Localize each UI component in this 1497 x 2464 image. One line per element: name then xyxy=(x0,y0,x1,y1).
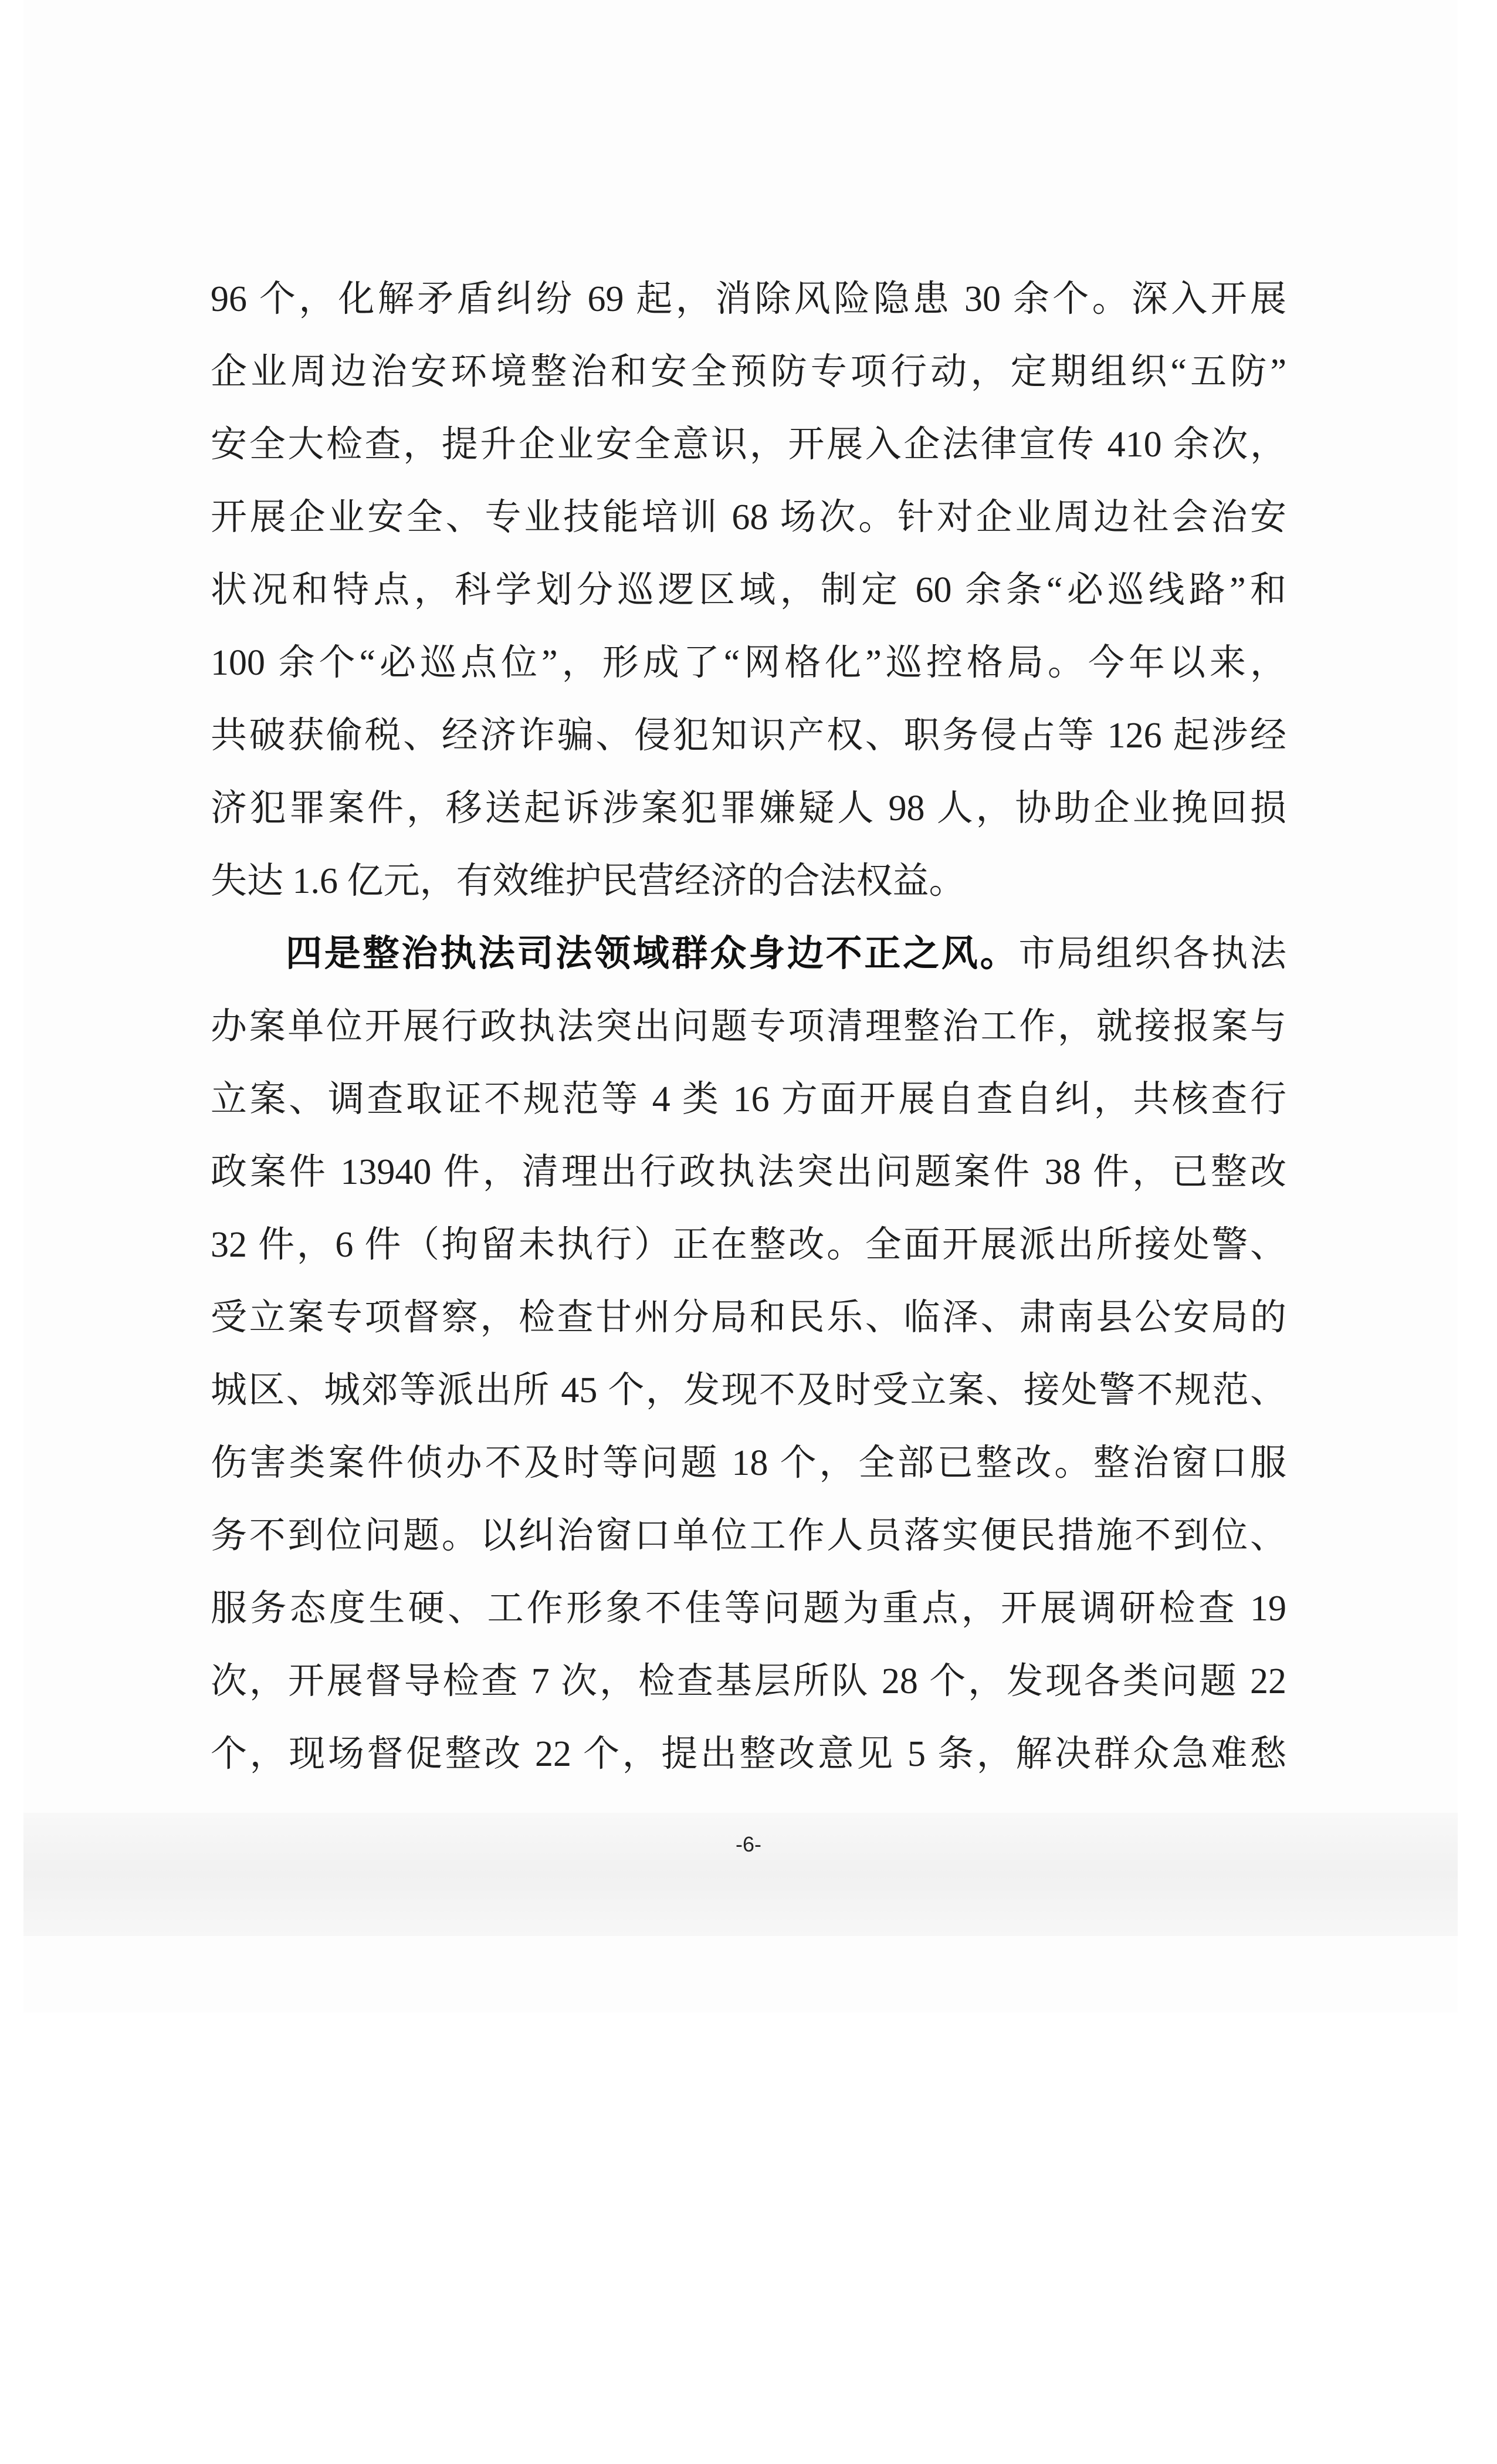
text-line: 次，开展督导检查 7 次，检查基层所队 28 个，发现各类问题 22 xyxy=(211,1661,1286,1701)
text-line: 服务态度生硬、工作形象不佳等问题为重点，开展调研检查 19 xyxy=(211,1589,1286,1629)
text-line: 务不到位问题。以纠治窗口单位工作人员落实便民措施不到位、 xyxy=(211,1516,1286,1556)
text-line: 32 件，6 件（拘留未执行）正在整改。全面开展派出所接处警、 xyxy=(211,1225,1286,1265)
paragraph-heading: 四是整治执法司法领域群众身边不正之风。 xyxy=(286,934,1019,974)
paragraph-1 xyxy=(211,263,1286,918)
text-line: 个，现场督促整改 22 个，提出整改意见 5 条，解决群众急难愁 xyxy=(211,1734,1286,1774)
paragraph-2 xyxy=(211,918,1286,1791)
text-line: 共破获偷税、经济诈骗、侵犯知识产权、职务侵占等 126 起涉经 xyxy=(211,716,1286,756)
text-line: 立案、调查取证不规范等 4 类 16 方面开展自查自纠，共核查行 xyxy=(211,1079,1286,1119)
text-line: 城区、城郊等派出所 45 个，发现不及时受立案、接处警不规范、 xyxy=(211,1370,1286,1410)
page-number: -6- xyxy=(736,1832,761,1856)
text-line: 状况和特点，科学划分巡逻区域，制定 60 余条“必巡线路”和 xyxy=(211,570,1286,610)
text-line: 96 个，化解矛盾纠纷 69 起，消除风险隐患 30 余个。深入开展 xyxy=(211,279,1286,319)
text-line: 开展企业安全、专业技能培训 68 场次。针对企业周边社会治安 xyxy=(211,497,1286,537)
text-line: 安全大检查，提升企业安全意识，开展入企法律宣传 410 余次， xyxy=(211,425,1286,465)
body-text xyxy=(211,263,1286,1791)
text-line: 伤害类案件侦办不及时等问题 18 个，全部已整改。整治窗口服 xyxy=(211,1443,1286,1483)
text-line: 受立案专项督察，检查甘州分局和民乐、临泽、肃南县公安局的 xyxy=(211,1298,1286,1338)
text-line: 政案件 13940 件，清理出行政执法突出问题案件 38 件，已整改 xyxy=(211,1152,1286,1192)
text-line: 企业周边治安环境整治和安全预防专项行动，定期组织“五防” xyxy=(211,352,1286,392)
text-line-segment: 市局组织各执法 xyxy=(1018,934,1286,974)
text-line: 济犯罪案件，移送起诉涉案犯罪嫌疑人 98 人，协助企业挽回损 xyxy=(211,788,1286,828)
text-line: 100 余个“必巡点位”，形成了“网格化”巡控格局。今年以来， xyxy=(211,643,1286,683)
text-line: 办案单位开展行政执法突出问题专项清理整治工作，就接报案与 xyxy=(211,1007,1286,1047)
paragraph-2-first-line xyxy=(211,918,1286,990)
text-line: 失达 1.6 亿元，有效维护民营经济的合法权益。 xyxy=(211,861,966,901)
